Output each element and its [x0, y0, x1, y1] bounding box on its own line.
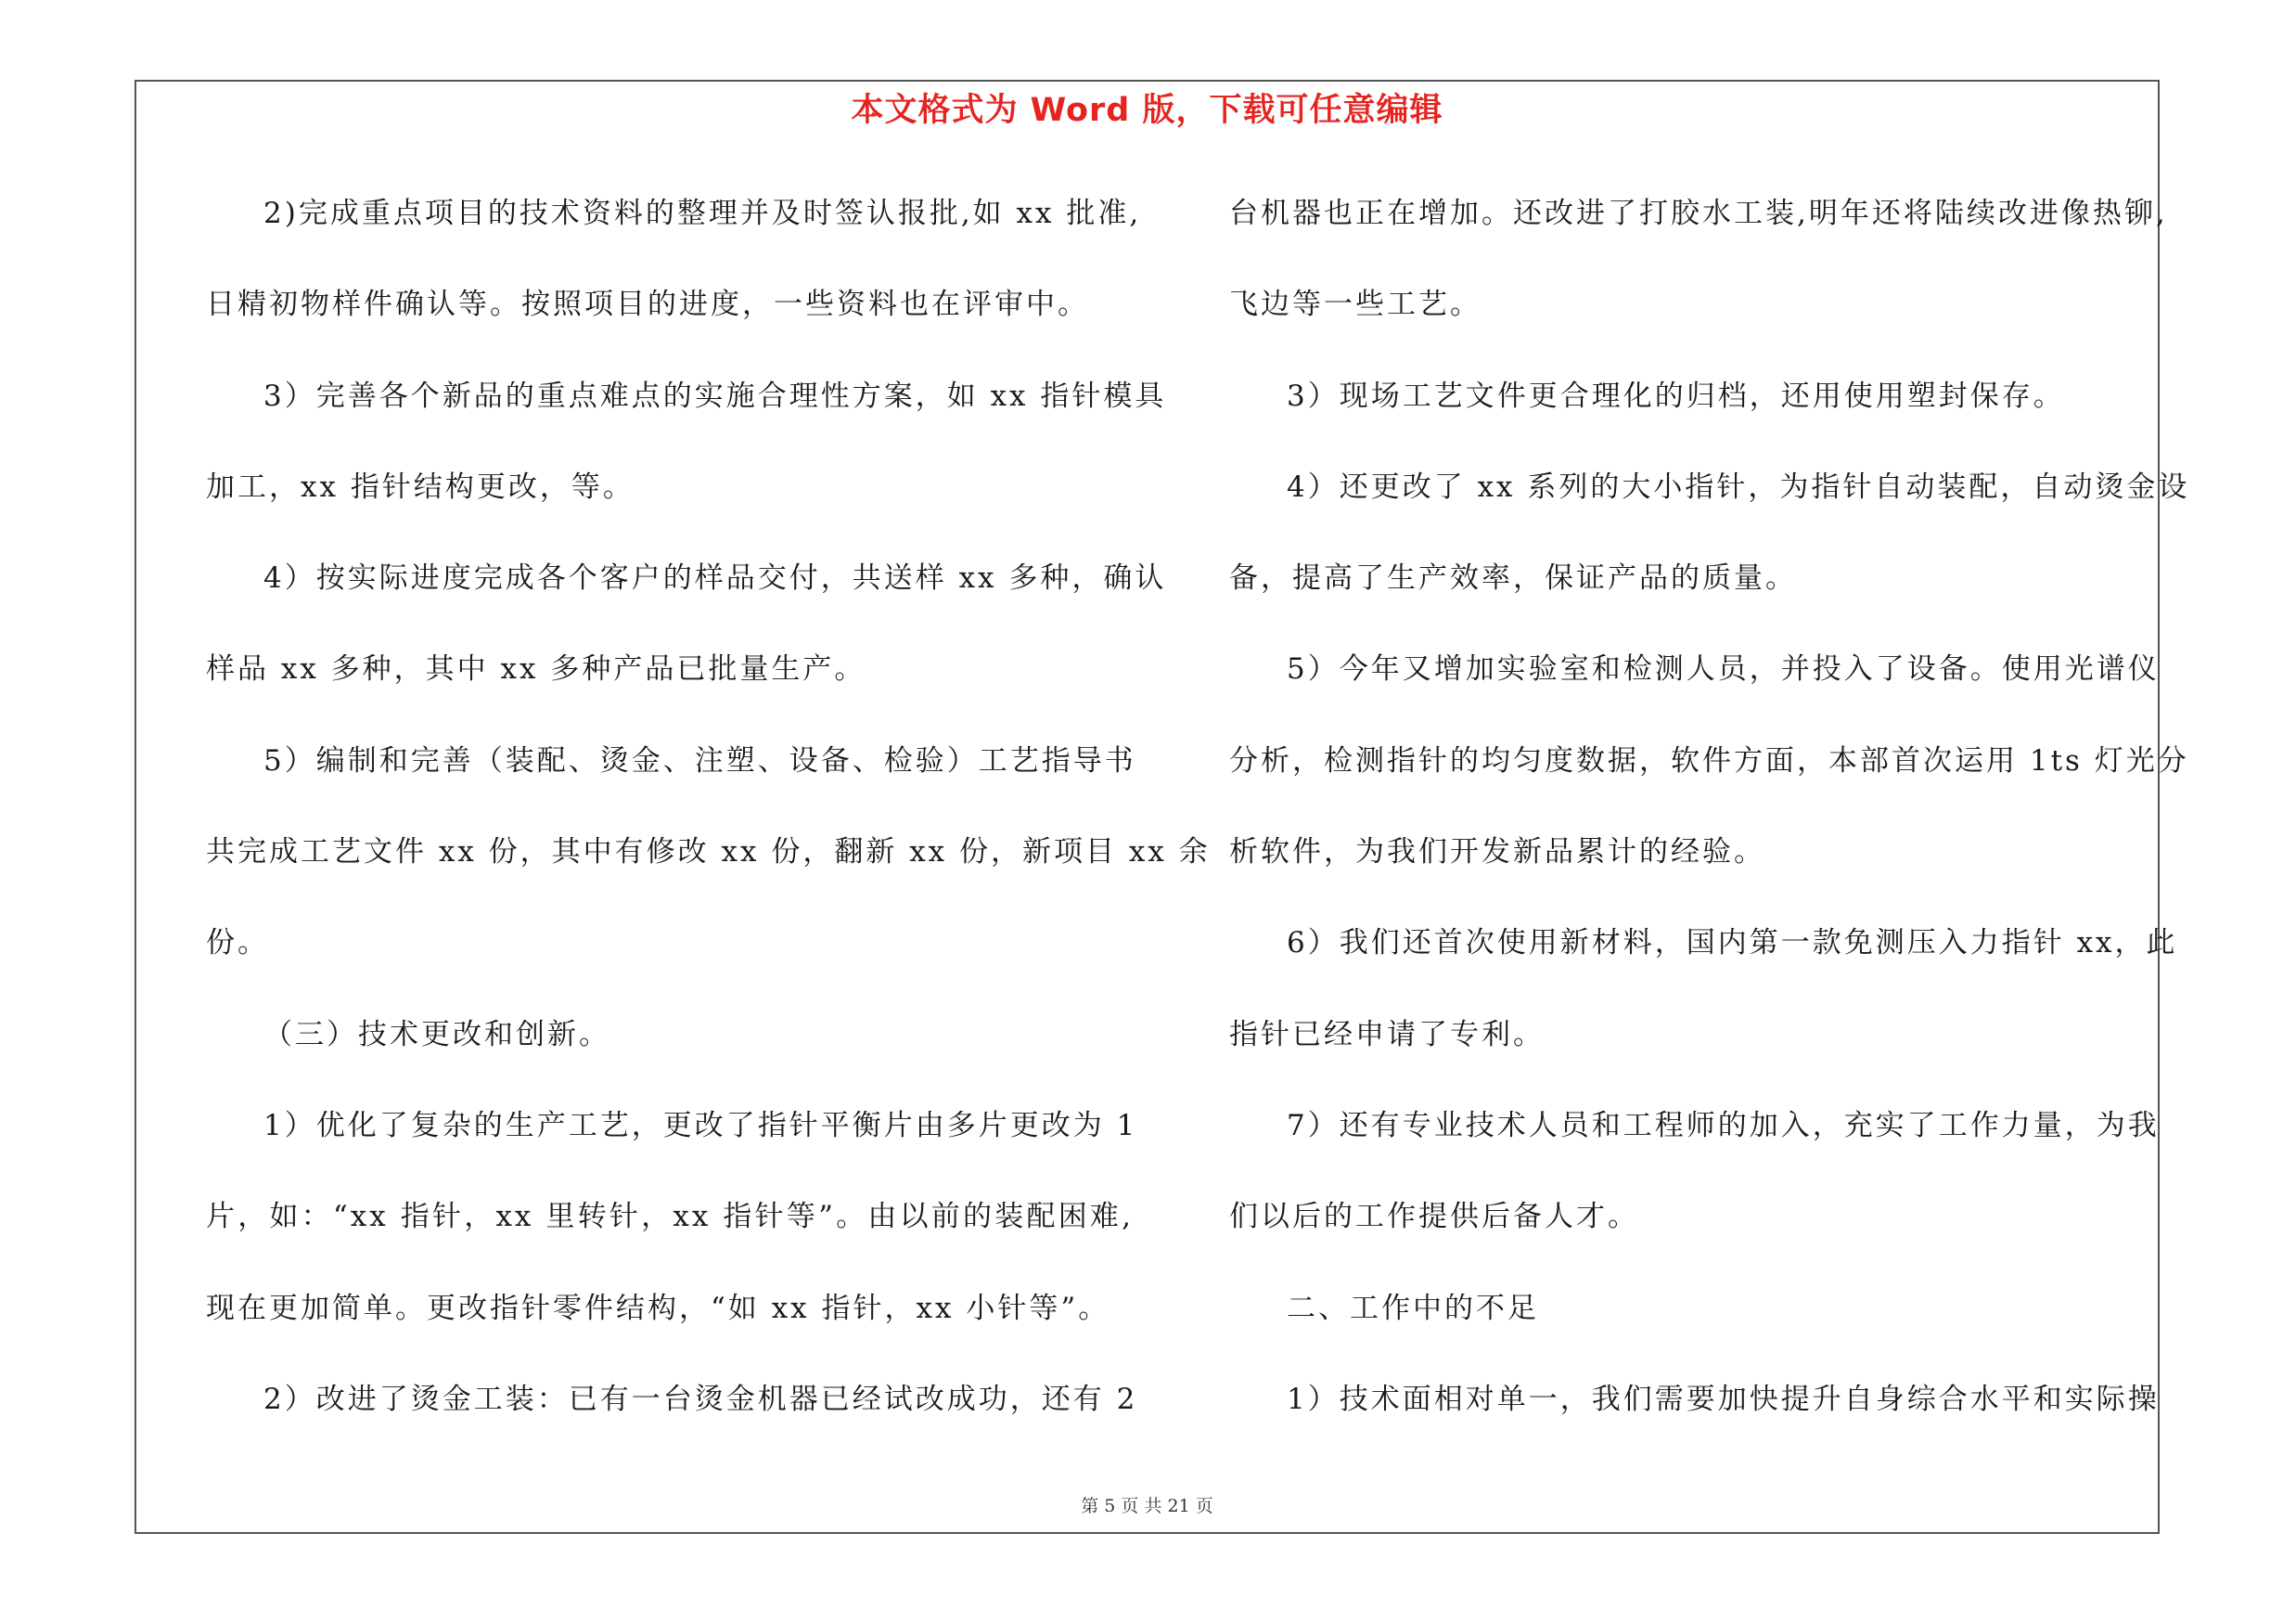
text-line: 日精初物样件确认等。按照项目的进度，一些资料也在评审中。 [206, 288, 1089, 322]
text-line: 共完成工艺文件 xx 份，其中有修改 xx 份，翻新 xx 份，新项目 xx 余 [206, 835, 1211, 869]
text-line: 现在更加简单。更改指针零件结构，“如 xx 指针，xx 小针等”。 [206, 1291, 1110, 1325]
text-line: 片，如：“xx 指针，xx 里转针，xx 指针等”。由以前的装配困难, [206, 1200, 1134, 1234]
text-line: 析软件，为我们开发新品累计的经验。 [1229, 835, 1765, 869]
text-line: 台机器也正在增加。还改进了打胶水工装,明年还将陆续改进像热铆, [1229, 197, 2168, 230]
text-line: 7）还有专业技术人员和工程师的加入，充实了工作力量，为我 [1287, 1108, 2160, 1142]
section-heading: （三）技术更改和创新。 [263, 1017, 610, 1051]
text-line: 5）编制和完善（装配、烫金、注塑、设备、检验）工艺指导书 [263, 743, 1136, 778]
text-line: 2)完成重点项目的技术资料的整理并及时签认报批,如 xx 批准, [263, 197, 1142, 230]
text-line: 2）改进了烫金工装：已有一台烫金机器已经试改成功，还有 2 [263, 1382, 1138, 1416]
text-line: 加工，xx 指针结构更改，等。 [206, 470, 635, 504]
text-line: 1）技术面相对单一，我们需要加快提升自身综合水平和实际操 [1287, 1382, 2160, 1416]
format-banner: 本文格式为 Word 版，下载可任意编辑 [851, 92, 1443, 129]
text-line: 备，提高了生产效率，保证产品的质量。 [1229, 561, 1797, 596]
text-line: 分析，检测指针的均匀度数据，软件方面，本部首次运用 1ts 灯光分 [1229, 743, 2189, 778]
text-line: 3）现场工艺文件更合理化的归档，还用使用塑封保存。 [1287, 379, 2065, 413]
text-line: 4）按实际进度完成各个客户的样品交付，共送样 xx 多种，确认 [263, 561, 1167, 596]
text-line: 6）我们还首次使用新材料，国内第一款免测压入力指针 xx，此 [1287, 926, 2178, 960]
text-line: 3）完善各个新品的重点难点的实施合理性方案，如 xx 指针模具 [263, 379, 1167, 413]
left-column [206, 186, 1211, 1462]
text-line: 飞边等一些工艺。 [1229, 288, 1481, 322]
text-line: 样品 xx 多种，其中 xx 多种产品已批量生产。 [206, 652, 866, 687]
text-line: 份。 [206, 926, 269, 960]
right-column [1229, 186, 2190, 1462]
page-number: 第 5 页 共 21 页 [1081, 1496, 1213, 1516]
text-line: 1）优化了复杂的生产工艺，更改了指针平衡片由多片更改为 1 [263, 1108, 1138, 1142]
text-line: 们以后的工作提供后备人才。 [1229, 1200, 1639, 1234]
text-line: 指针已经申请了专利。 [1229, 1017, 1545, 1051]
section-heading: 二、工作中的不足 [1287, 1291, 1539, 1325]
text-line: 4）还更改了 xx 系列的大小指针，为指针自动装配，自动烫金设 [1287, 470, 2190, 504]
text-line: 5）今年又增加实验室和检测人员，并投入了设备。使用光谱仪 [1287, 652, 2160, 687]
